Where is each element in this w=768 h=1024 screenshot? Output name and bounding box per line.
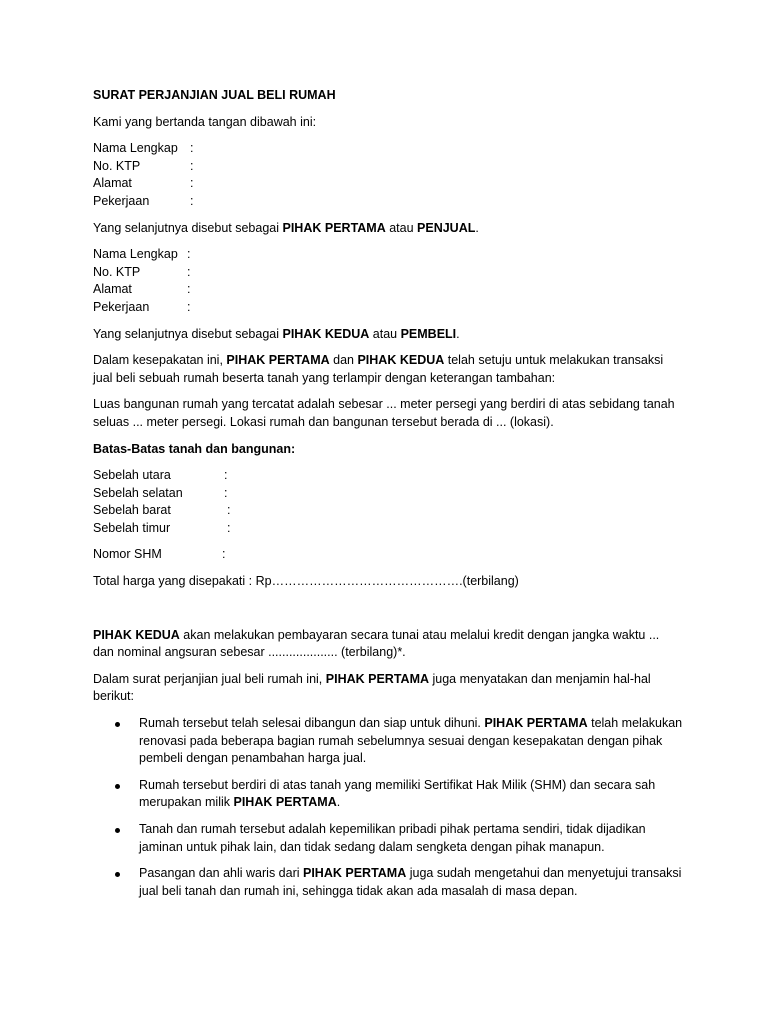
total-price-line: Total harga yang disepakati : Rp……………………………………….(terbilang) xyxy=(93,574,519,589)
text-span: juga sudah mengetahui dan menyetujui transaksi jual beli tanah dan rumah ini, sehingga tidak akan ada masalah di masa depan. xyxy=(139,866,682,898)
field-colon: : xyxy=(227,503,231,518)
field-colon: : xyxy=(222,547,226,562)
text-span: atau xyxy=(369,326,401,341)
boundary-fields xyxy=(93,467,683,537)
field-row xyxy=(93,246,683,264)
bullet-icon xyxy=(115,784,120,789)
document-body xyxy=(93,87,683,909)
bullet-icon xyxy=(115,828,120,833)
text-span: Dalam surat perjanjian jual beli rumah ini, xyxy=(93,671,326,686)
field-row xyxy=(93,546,683,564)
bold-term: PIHAK PERTAMA xyxy=(303,866,407,881)
bold-term: PIHAK PERTAMA xyxy=(325,671,430,686)
field-colon: : xyxy=(190,158,194,173)
field-row xyxy=(93,264,683,282)
text-span: juga menyatakan dan menjamin hal-hal berikut: xyxy=(93,671,651,704)
field-label: Pekerjaan xyxy=(93,299,150,314)
field-colon: : xyxy=(190,141,194,156)
text-span: Tanah dan rumah tersebut adalah kepemilikan pribadi pihak pertama sendiri, tidak dijadikan jaminan untuk pihak lain, dan tidak sedang dalam sengketa dengan pihak manapun. xyxy=(139,822,646,854)
shm-field xyxy=(93,546,683,564)
field-label: Alamat xyxy=(93,282,132,297)
field-label: No. KTP xyxy=(93,158,141,173)
text-span: Rumah tersebut berdiri di atas tanah yang memiliki Sertifikat Hak Milik (SHM) dan secara sah merupakan milik xyxy=(139,777,656,810)
field-label: Sebelah utara xyxy=(93,468,171,483)
spacer xyxy=(93,600,683,627)
text-span: Pasangan dan ahli waris dari xyxy=(139,866,303,881)
list-item xyxy=(93,821,683,856)
field-label: Nama Lengkap xyxy=(93,141,178,156)
text-span: Yang selanjutnya disebut sebagai xyxy=(93,220,283,235)
field-label: Sebelah barat xyxy=(93,503,171,518)
field-label: Nomor SHM xyxy=(93,547,162,562)
bold-term: PEMBELI xyxy=(400,326,457,341)
field-row xyxy=(93,193,683,211)
text-span: . xyxy=(336,795,341,810)
bold-term: PIHAK PERTAMA xyxy=(484,716,588,731)
text-span: telah melakukan renovasi pada beberapa bagian rumah sebelumnya sesuai dengan kesepakatan dengan pihak pembeli dengan penambahan harga jual. xyxy=(139,716,683,766)
party2-fields xyxy=(93,246,683,316)
party2-statement xyxy=(93,326,683,344)
field-label: Nama Lengkap xyxy=(93,247,178,262)
bullet-icon xyxy=(115,722,120,727)
document-title: SURAT PERJANJIAN JUAL BELI RUMAH xyxy=(93,88,336,102)
bold-heading: Batas-Batas tanah dan bangunan: xyxy=(93,441,296,456)
text-span: Rumah tersebut telah selesai dibangun dan siap untuk dihuni. xyxy=(139,716,485,731)
field-row xyxy=(93,502,683,520)
field-colon: : xyxy=(190,193,194,208)
text-span: . xyxy=(475,220,479,235)
agreement-paragraph xyxy=(93,352,683,387)
field-colon: : xyxy=(187,264,191,279)
bold-term: PIHAK PERTAMA xyxy=(282,220,386,235)
field-colon: : xyxy=(190,176,194,191)
text-span: dan xyxy=(329,353,358,368)
field-colon: : xyxy=(187,282,191,297)
field-label: No. KTP xyxy=(93,264,141,279)
bold-term: PENJUAL xyxy=(417,220,476,235)
field-label: Pekerjaan xyxy=(93,193,150,208)
field-row xyxy=(93,467,683,485)
guarantee-list xyxy=(93,715,683,900)
intro-text: Kami yang bertanda tangan dibawah ini: xyxy=(93,114,317,129)
field-row xyxy=(93,485,683,503)
list-item xyxy=(93,715,683,768)
text-span: . xyxy=(456,326,460,341)
bullet-icon xyxy=(115,872,120,877)
field-colon: : xyxy=(187,299,191,314)
list-item xyxy=(93,777,683,812)
field-colon: : xyxy=(224,468,228,483)
field-row xyxy=(93,520,683,538)
text-span: atau xyxy=(385,220,418,235)
text-span: akan melakukan pembayaran secara tunai atau melalui kredit dengan jangka waktu ... dan nominal angsuran sebesar .................... (terbilang)*. xyxy=(93,627,660,660)
area-paragraph: Luas bangunan rumah yang tercatat adalah sebesar ... meter persegi yang berdiri di atas sebidang tanah seluas ... meter persegi. Lokasi rumah dan bangunan tersebut berada di ... (lokasi). xyxy=(93,397,675,429)
field-row xyxy=(93,158,683,176)
field-label: Alamat xyxy=(93,176,132,191)
field-colon: : xyxy=(187,247,191,262)
bold-term: PIHAK PERTAMA xyxy=(233,795,337,810)
list-item xyxy=(93,865,683,900)
party1-fields xyxy=(93,140,683,210)
bold-term: PIHAK KEDUA xyxy=(93,627,180,642)
bold-term: PIHAK KEDUA xyxy=(282,326,370,341)
boundaries-heading xyxy=(93,441,683,459)
field-row xyxy=(93,140,683,158)
field-label: Sebelah timur xyxy=(93,520,171,535)
text-span: telah setuju untuk melakukan transaksi jual beli sebuah rumah beserta tanah yang terlampir dengan keterangan tambahan: xyxy=(93,353,664,385)
payment-paragraph xyxy=(93,627,683,662)
bold-term: PIHAK PERTAMA xyxy=(226,353,330,368)
field-label: Sebelah selatan xyxy=(93,485,183,500)
field-colon: : xyxy=(227,520,231,535)
bold-term: PIHAK KEDUA xyxy=(357,353,445,368)
guarantee-paragraph xyxy=(93,671,683,706)
field-row xyxy=(93,175,683,193)
text-span: Yang selanjutnya disebut sebagai xyxy=(93,326,283,341)
field-colon: : xyxy=(224,485,228,500)
field-row xyxy=(93,281,683,299)
text-span: Dalam kesepakatan ini, xyxy=(93,353,227,368)
party1-statement xyxy=(93,220,683,238)
field-row xyxy=(93,299,683,317)
